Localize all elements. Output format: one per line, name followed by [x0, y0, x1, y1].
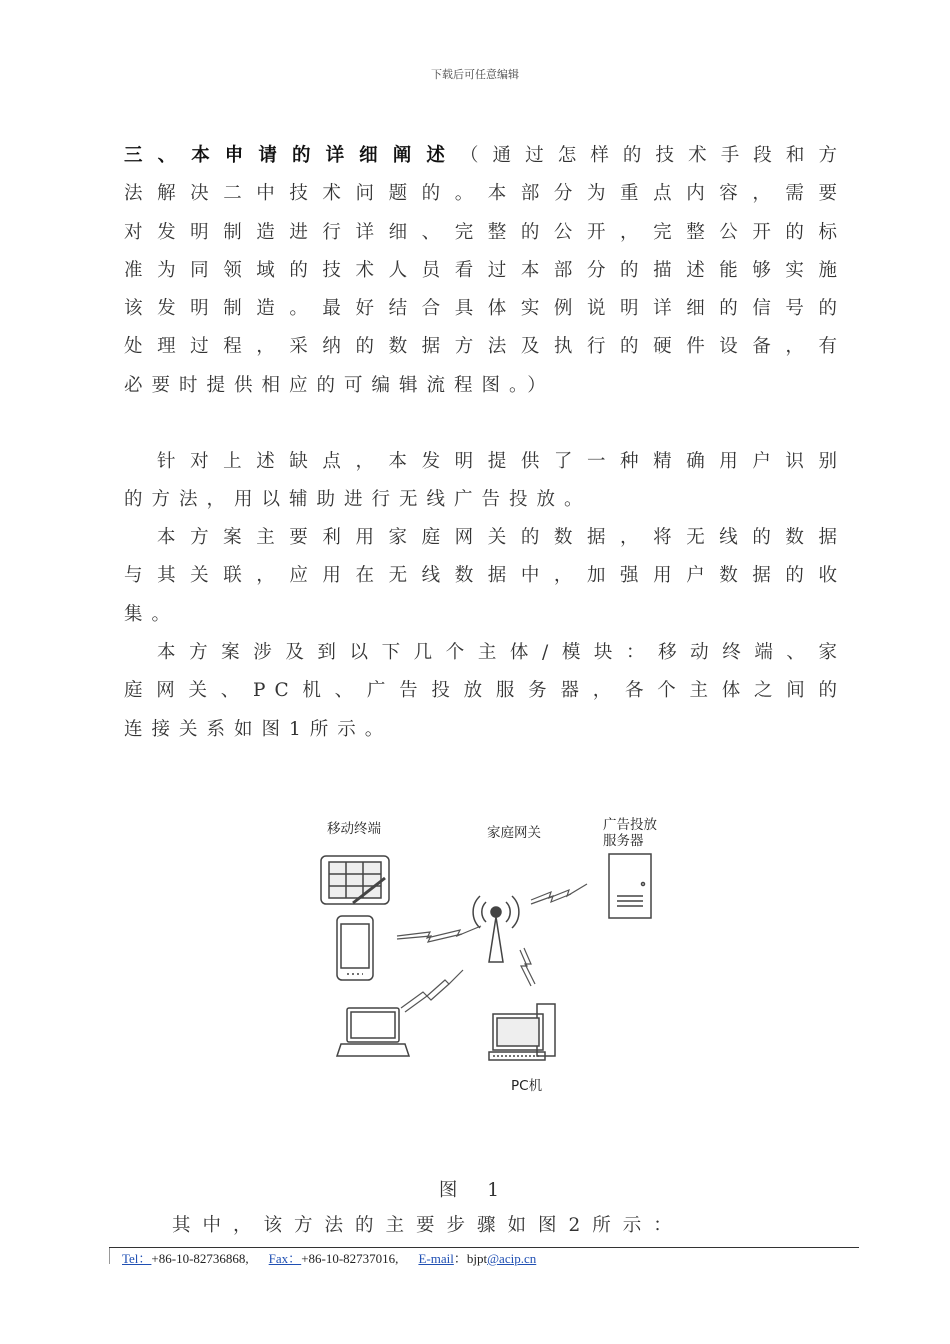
footer-email-label[interactable]: E-mail: [418, 1251, 454, 1266]
footer-email-separator: ：: [453, 1251, 467, 1266]
paragraph-line: 本方案主要利用家庭网关的数据，将无线的数据: [157, 527, 846, 548]
wireless-link-icon: [397, 884, 587, 1012]
tablet-icon: [321, 856, 389, 904]
paragraph-line: 庭网关、PC机、广告投放服务器，各个主体之间的: [124, 680, 846, 702]
paragraph-line: 集。: [124, 603, 180, 625]
server-label-line1: 广告投放: [603, 817, 657, 833]
paragraph-line: 与其关联，应用在无线数据中，加强用户数据的收: [124, 565, 846, 587]
server-icon: [609, 854, 651, 918]
footer-email-link[interactable]: @acip.cn: [487, 1251, 537, 1266]
section-line: 该发明制造。最好结合具体实例说明详细的信号的: [124, 298, 846, 320]
paragraph-line: 本方案涉及到以下几个主体/模块：移动终端、家: [157, 642, 846, 663]
section-line: 必要时提供相应的可编辑流程图。）: [124, 374, 555, 396]
footer-email-user: bjpt: [466, 1251, 488, 1266]
steps-intro: 其中，该方法的主要步骤如图2所示：: [172, 1215, 684, 1236]
paragraph-line: 的方法，用以辅助进行无线广告投放。: [124, 489, 592, 511]
mobile-terminal-label: 移动终端: [327, 821, 381, 837]
paragraph-line: 针对上述缺点，本发明提供了一种精确用户识别: [157, 451, 846, 472]
footer-tel-label[interactable]: Tel：: [122, 1251, 152, 1266]
section-line: 对发明制造进行详细、完整的公开，完整公开的标: [124, 221, 846, 243]
figure-1-network-diagram: [305, 808, 675, 1108]
section-text: （通过怎样的技术手段和方: [459, 145, 846, 166]
antenna-icon: [473, 896, 519, 962]
footer-fax-label[interactable]: Fax：: [268, 1251, 302, 1266]
section-line: [124, 137, 846, 175]
footer-margin-mark: [109, 1248, 110, 1264]
pc-label: PC机: [511, 1078, 543, 1094]
section-line: 法解决二中技术问题的。本部分为重点内容，需要: [124, 183, 846, 205]
paragraph-3: [124, 634, 846, 749]
page-header: 下载后可任意编辑: [431, 68, 519, 81]
page-footer: [122, 1248, 536, 1267]
paragraph-1: [124, 443, 846, 520]
server-label-line2: 服务器: [603, 833, 644, 849]
section-3: [124, 137, 846, 405]
smartphone-icon: [337, 916, 373, 980]
gateway-label: 家庭网关: [487, 825, 541, 841]
footer-tel: +86-10-82736868,: [151, 1251, 249, 1266]
section-line: 处理过程，采纳的数据方法及执行的硬件设备，有: [124, 336, 846, 358]
footer-fax: +86-10-82737016,: [301, 1251, 399, 1266]
paragraph-2: [124, 519, 846, 634]
section-title: 三、本申请的详细阐述: [124, 145, 460, 166]
paragraph-line: 连接关系如图1所示。: [124, 718, 393, 740]
desktop-pc-icon: [489, 1004, 555, 1060]
section-line: 准为同领域的技术人员看过本部分的描述能够实施: [124, 259, 846, 281]
figure-caption: 图 1: [438, 1180, 512, 1201]
laptop-icon: [337, 1008, 409, 1056]
